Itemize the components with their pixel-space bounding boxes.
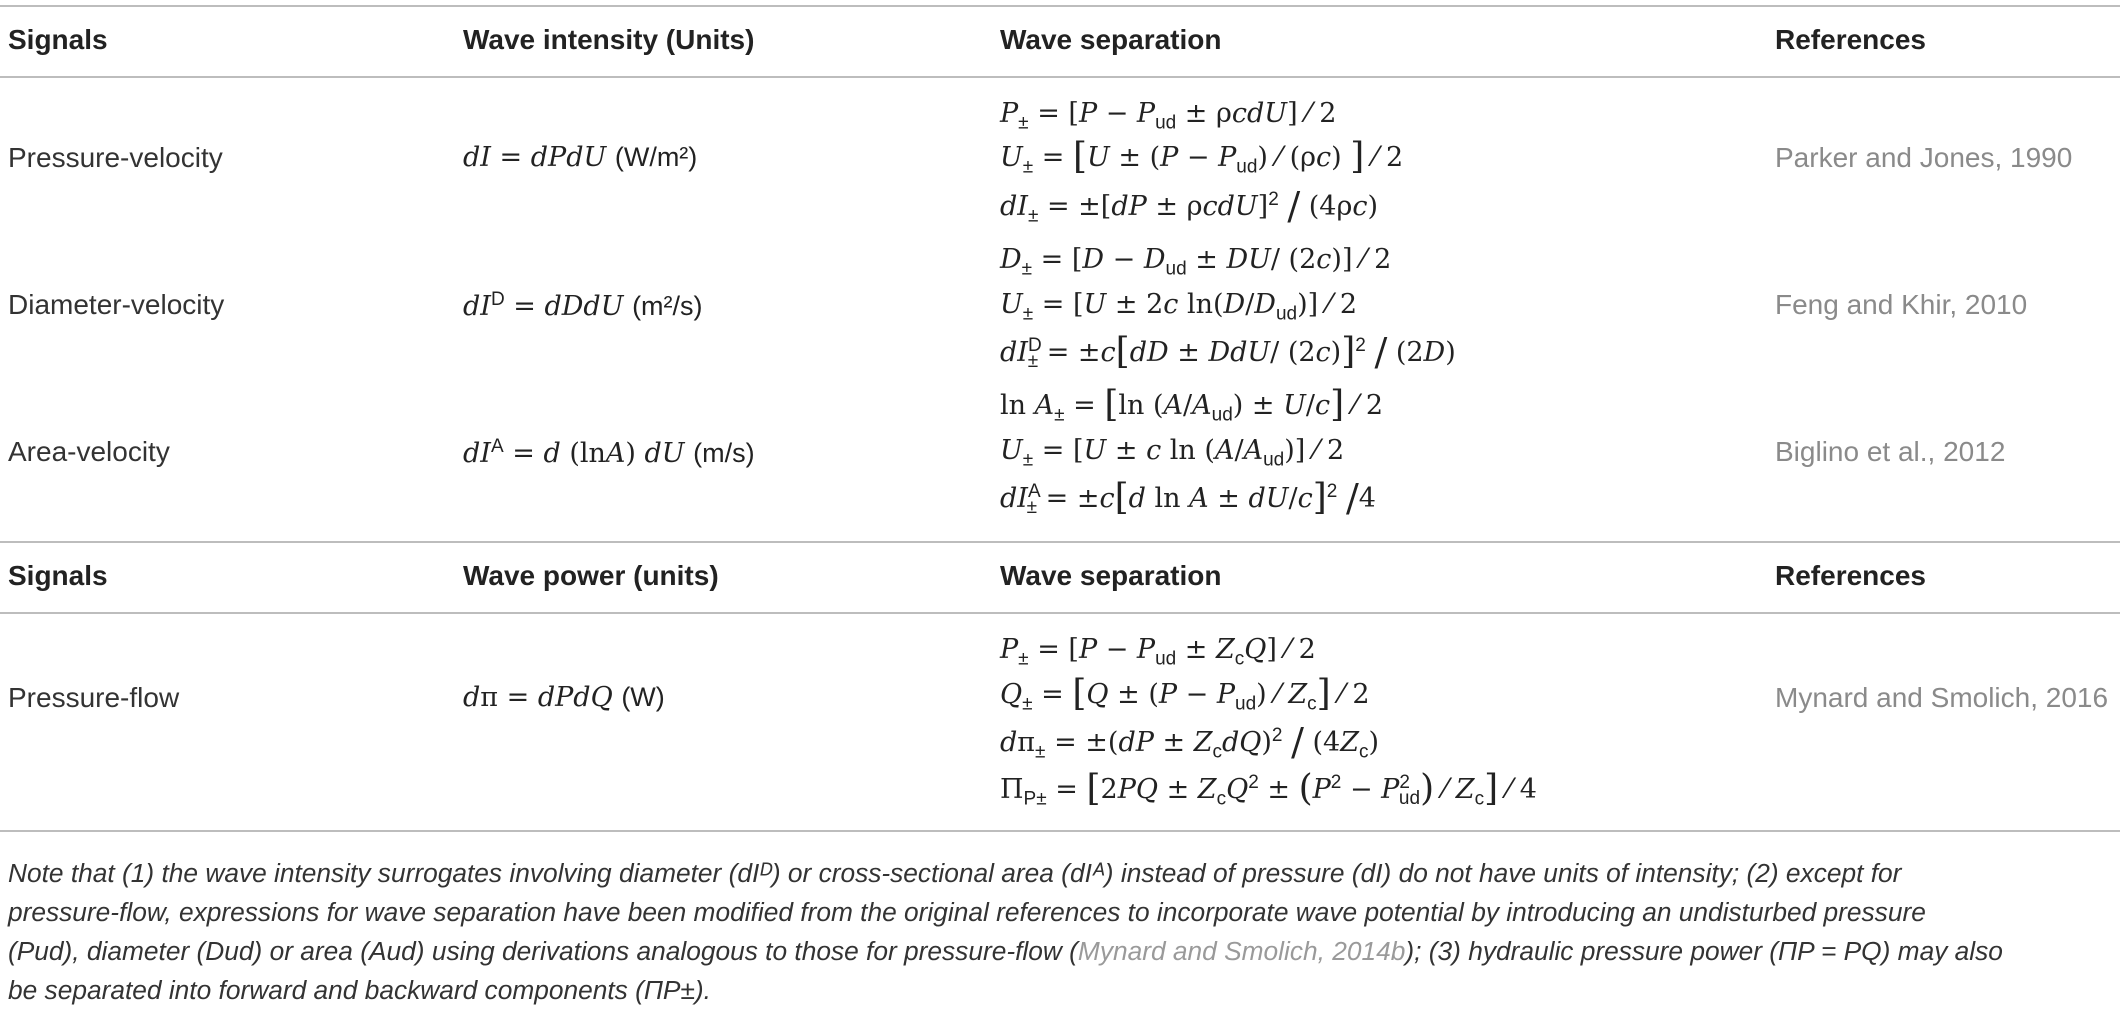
wave-intensity-units: (m²/s) bbox=[632, 291, 703, 321]
signal-label: Diameter-velocity bbox=[8, 289, 225, 320]
col-header-wave-intensity: Wave intensity (Units) bbox=[463, 24, 755, 55]
col-header-wave-separation: Wave separation bbox=[1000, 560, 1222, 591]
wave-intensity-formula: $dI^A = d$ (lnA) dU (m/s) bbox=[463, 436, 755, 469]
col-header-signals: Signals bbox=[8, 24, 108, 55]
col-header-references: References bbox=[1775, 560, 1926, 591]
wave-intensity-formula: $dI^D$ = dDdU (m²/s) bbox=[463, 289, 703, 322]
footnote-line-1: Note that (1) the wave intensity surrogates involving diameter (dIᴰ) or cross-sectional area (dIᴬ) instead of pressure (dI) do not have units of intensity; (2) except for bbox=[8, 858, 1902, 888]
bottom-rule bbox=[0, 830, 2120, 832]
signal-label: Pressure-flow bbox=[8, 682, 180, 713]
table-2-header bbox=[0, 560, 2120, 600]
footnote-line-4: be separated into forward and backward components (ΠP±). bbox=[8, 975, 711, 1005]
reference-link[interactable]: Parker and Jones, 1990 bbox=[1775, 142, 2073, 173]
reference-link[interactable]: Feng and Khir, 2010 bbox=[1775, 289, 2028, 320]
wave-separation-equations: $D_\pm = [D - D_{ud} \pm DU/$ (2c)] ⁄ 2 $U_\pm = [U \pm 2c$ $\ln(D/D_{ud})$] ⁄ 2 $dI^D_\pm = \pm c[dD \pm DdU/$ (2c)]$^2$ / (2D) bbox=[1000, 244, 1456, 374]
wave-separation-equations: $P_\pm = [P - P_{ud} \pm \rho cdU]$ ⁄ 2 $U_\pm = [U \pm (P - P_{ud})$ ⁄ (ρc) ] ⁄ 2 $dI_\pm = \pm[dP \pm \rho cdU]^2 / (4\rho c)$ bbox=[1000, 98, 1404, 228]
section-rule bbox=[0, 541, 2120, 543]
col-header-signals: Signals bbox=[8, 560, 108, 591]
reference-link[interactable]: Biglino et al., 2012 bbox=[1775, 436, 2006, 467]
wave-separation-equations: $P_\pm = [P - P_{ud} \pm Z_cQ]$ ⁄ 2 $Q_\pm = [Q \pm (P - P_{ud})$ ⁄ $Z_c$] ⁄ 2 $d\pi_\pm = \pm(dP \pm Z_cdQ)^2 / (4Z_c)$ $\Pi_{P\pm} = [2PQ \pm Z_cQ^2 \pm (P^2 - P^2_{ud})$ ⁄ $Z_c$] ⁄ 4 bbox=[1000, 634, 1537, 810]
signal-label: Area-velocity bbox=[8, 436, 170, 467]
wave-separation-equations: $\ln A_\pm = [\ln$ $(A/A_{ud}) \pm U/c$] ⁄ 2 $U_\pm = [U \pm c$ $\ln (A/A_{ud})$] ⁄ 2 $dI^A_\pm = \pm c[d$ ln A ± dU/c]$^2$ /4 bbox=[1000, 384, 1384, 520]
wave-power-formula: dπ = dPdQ (W) bbox=[463, 682, 665, 713]
footnote-text: ); (3) hydraulic pressure power (ΠP = PQ) may also bbox=[1405, 936, 2003, 966]
footnote-line-2: pressure-flow, expressions for wave separation have been modified from the original references to incorporate wave potential by introducing an undisturbed pressure bbox=[8, 897, 1926, 927]
footnote-text: (Pud), diameter (Dud) or area (Aud) using derivations analogous to those for pressure-flow ( bbox=[8, 936, 1078, 966]
header-rule-2 bbox=[0, 612, 2120, 614]
footnote-line-3 bbox=[8, 932, 2116, 971]
col-header-references: References bbox=[1775, 24, 1926, 55]
wave-intensity-units: (m/s) bbox=[693, 438, 755, 468]
wave-intensity-units: (W/m²) bbox=[614, 142, 698, 172]
table-1-header bbox=[0, 24, 2120, 64]
col-header-wave-separation: Wave separation bbox=[1000, 24, 1222, 55]
header-rule-1 bbox=[0, 76, 2120, 78]
reference-link[interactable]: Mynard and Smolich, 2016 bbox=[1775, 682, 2109, 713]
table-footnote bbox=[8, 854, 2116, 1010]
signal-label: Pressure-velocity bbox=[8, 142, 223, 173]
wave-power-units: (W) bbox=[621, 682, 665, 712]
col-header-wave-power: Wave power (units) bbox=[463, 560, 719, 591]
footnote-reference-link[interactable]: Mynard and Smolich, 2014b bbox=[1077, 936, 1406, 966]
top-rule bbox=[0, 5, 2120, 7]
wave-intensity-formula: dI = dPdU (W/m²) bbox=[463, 142, 698, 173]
